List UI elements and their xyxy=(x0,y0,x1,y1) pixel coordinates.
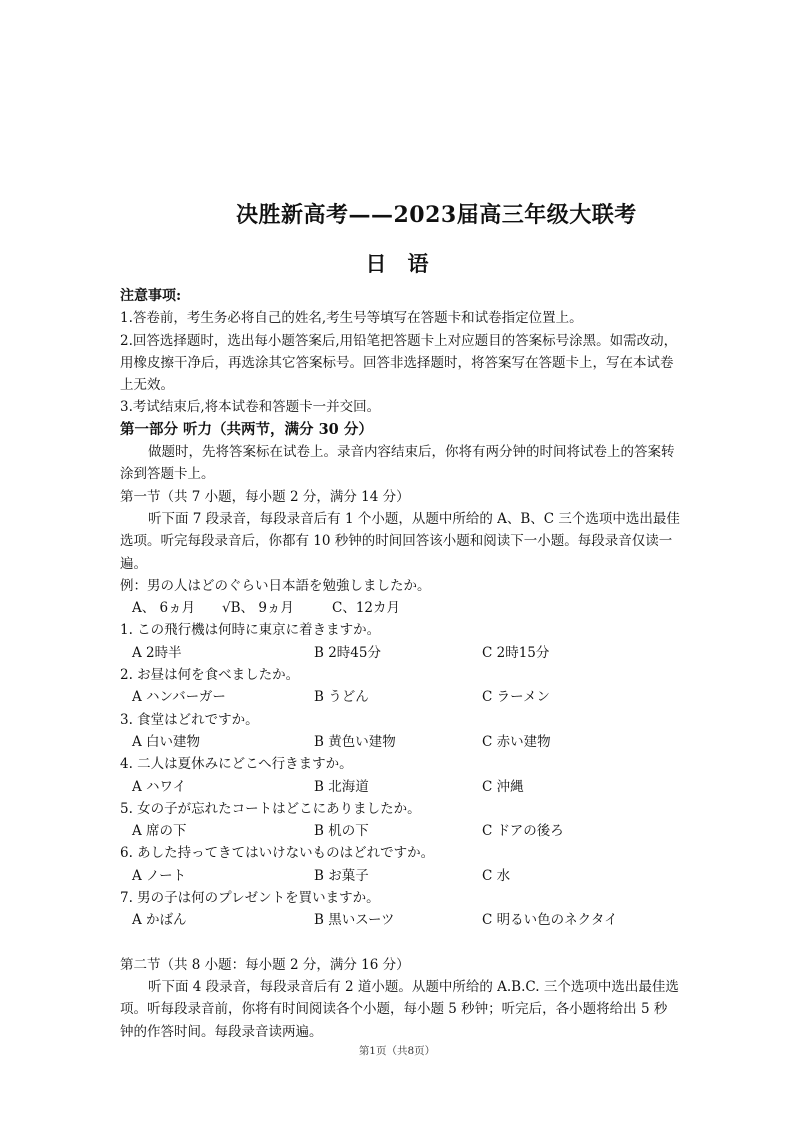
question-3: 3. 食堂はどれですか。 xyxy=(120,711,259,728)
question-1-options xyxy=(120,642,680,664)
question-4-options xyxy=(120,776,680,798)
spacer xyxy=(120,932,680,954)
question-7-options xyxy=(120,909,680,931)
option-b: B うどん xyxy=(314,689,369,706)
question-1: 1. この飛行機は何時に東京に着きますか。 xyxy=(120,622,381,639)
option-b: B 机の下 xyxy=(314,823,369,840)
subject-title: 日 语 xyxy=(365,251,429,276)
question-5-options xyxy=(120,820,680,842)
option-a: A ハワイ xyxy=(132,778,187,795)
option-b: B 北海道 xyxy=(314,778,369,795)
example-question: 例：男の人はどのぐらい日本語を勉強しましたか。 xyxy=(120,577,431,594)
option-c: C 水 xyxy=(482,867,511,884)
question-6-options xyxy=(120,865,680,887)
option-c: C 赤い建物 xyxy=(482,733,551,750)
notice-item-2: 2.回答选择题时，选出每小题答案后,用铅笔把答题卡上对应题目的答案标号涂黑。如需改动，用橡皮擦干净后，再选涂其它答案标号。回答非选择题时，将答案写在答题卡上，写在本试卷上无效。 xyxy=(120,332,678,394)
notice-item-3: 3.考试结束后,将本试卷和答题卡一并交回。 xyxy=(120,399,381,416)
option-b: B お菓子 xyxy=(314,867,369,884)
section2-heading: 第二节（共 8 小题：每小题 2 分，满分 16 分） xyxy=(120,956,410,973)
question-2-options xyxy=(120,686,680,708)
example-option-b: √B、 9ヵ月 xyxy=(222,600,294,617)
option-c: C ラーメン xyxy=(482,689,550,706)
part1-instructions: 做题时，先将答案标在试卷上。录音内容结束后，你将有两分钟的时间将试卷上的答案转涂到答题卡上。 xyxy=(120,444,675,483)
option-b: B 黄色い建物 xyxy=(314,733,396,750)
option-b: B 黒いスーツ xyxy=(314,912,395,929)
option-a: A ハンバーガー xyxy=(132,689,226,706)
option-c: C ドアの後ろ xyxy=(482,823,564,840)
example-options xyxy=(120,597,680,619)
section2-instructions: 听下面 4 段录音，每段录音后有 2 道小题。从题中所给的 A.B.C. 三个选项中选出最佳选项。听每段录音前，你将有时间阅读各个小题，每小题 5 秒钟；听完后，各小题将给出 5 秒钟的作答时间。每段录音读两遍。 xyxy=(120,978,679,1040)
question-2: 2. お昼は何を食べましたか。 xyxy=(120,667,300,684)
question-3-options xyxy=(120,731,680,753)
question-7: 7. 男の子は何のプレゼントを買いますか。 xyxy=(120,890,380,907)
example-option-a: A、 6ヵ月 xyxy=(132,600,196,617)
question-4: 4. 二人は夏休みにどこへ行きますか。 xyxy=(120,756,353,773)
part1-heading: 第一部分 听力（共两节，满分 30 分） xyxy=(120,420,373,438)
option-c: C 2時15分 xyxy=(482,644,550,661)
question-5: 5. 女の子が忘れたコートはどこにありましたか。 xyxy=(120,800,421,817)
exam-body xyxy=(120,285,680,1043)
example-option-c: C、12カ月 xyxy=(332,600,401,617)
option-a: A かばん xyxy=(132,912,187,929)
question-6: 6. あした持ってきてはいけないものはどれですか。 xyxy=(120,845,435,862)
option-a: A 席の下 xyxy=(132,823,187,840)
option-c: C 明るい色のネクタイ xyxy=(482,912,618,929)
notice-heading: 注意事项: xyxy=(120,288,182,304)
option-c: C 沖縄 xyxy=(482,778,524,795)
section1-heading: 第一节（共 7 小题，每小题 2 分，满分 14 分） xyxy=(120,488,410,505)
option-a: A 2時半 xyxy=(132,644,182,661)
page-number: 第1页（共8页） xyxy=(358,1045,436,1057)
option-a: A ノート xyxy=(132,867,187,884)
option-b: B 2時45分 xyxy=(314,644,381,661)
option-a: A 白い建物 xyxy=(132,733,201,750)
notice-item-1: 1.答卷前，考生务必将自己的姓名,考生号等填写在答题卡和试卷指定位置上。 xyxy=(120,310,583,327)
section1-instructions: 听下面 7 段录音，每段录音后有 1 个小题，从题中所给的 A、B、C 三个选项中选出最佳选项。听完每段录音后，你都有 10 秒钟的时间回答该小题和阅读下一小题。每段录音仅读一遍。 xyxy=(120,510,680,572)
exam-title: 决胜新高考——2023届高三年级大联考 xyxy=(236,202,637,228)
